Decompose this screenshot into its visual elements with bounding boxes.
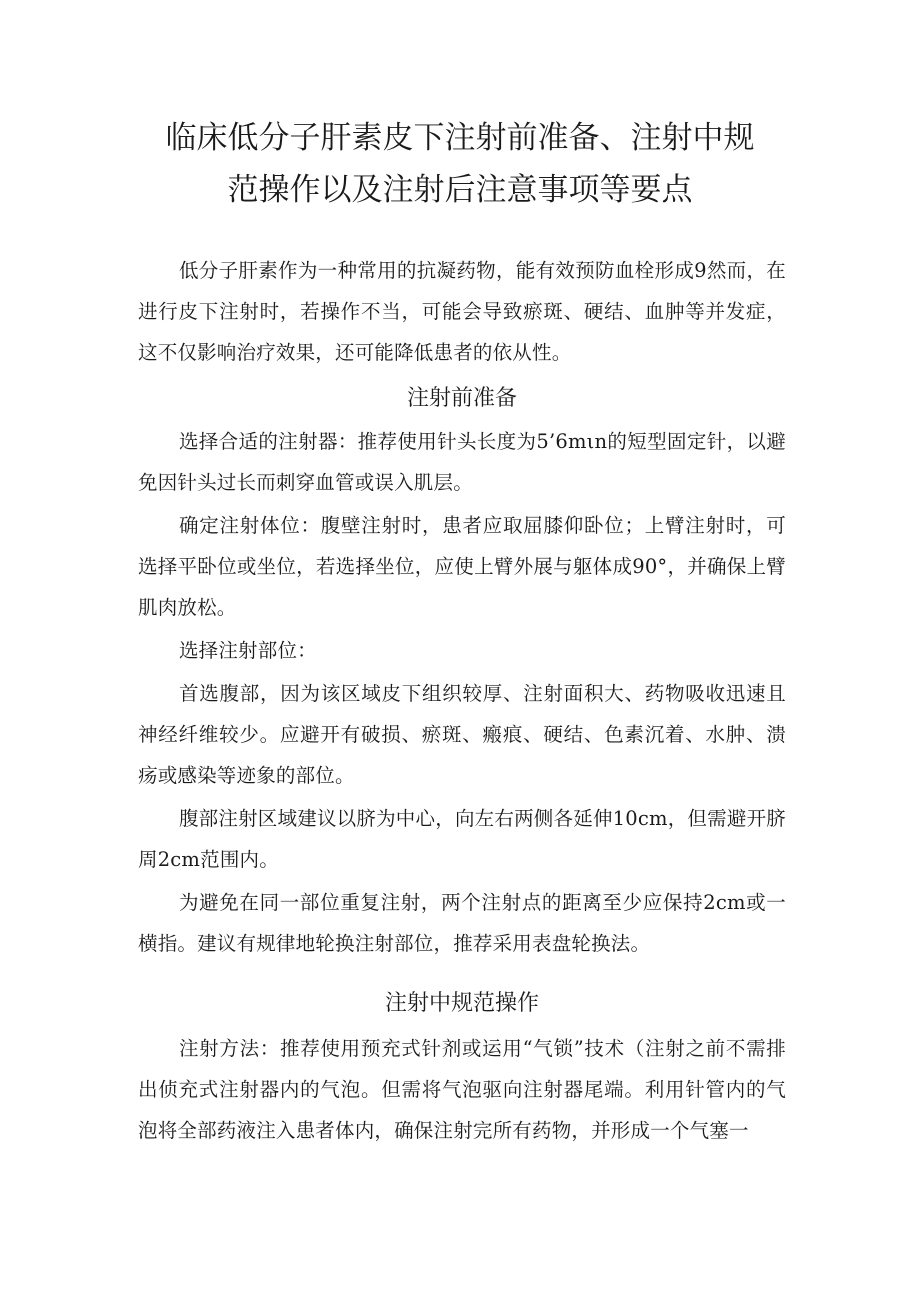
- paragraph-area: 腹部注射区域建议以脐为中心，向左右两侧各延伸10cm，但需避开脐周2cm范围内。: [138, 807, 786, 871]
- document-title: [120, 112, 800, 216]
- paragraph-method: 注射方法：推荐使用预充式针剂或运用“气锁”技术（注射之前不需排出侦充式注射器内的气泡。但需将气泡驱向注射器尾端。利用针管内的气泡将全部药液注入患者体内，确保注射完所有药物，并形成一个气塞一: [138, 1037, 786, 1142]
- section-heading-procedure: 注射中规范操作: [384, 991, 539, 1016]
- paragraph-abdomen: 首选腹部，因为该区域皮下组织较厚、注射面积大、药物吸收迅速且神经纤维较少。应避开有破损、瘀斑、瘢痕、硬结、色素沉着、水肿、溃疡或感染等迹象的部位。: [138, 682, 786, 787]
- paragraph-syringe: 选择合适的注射器：推荐使用针头长度为5’6mιn的短型固定针，以避免因针头过长而刺穿血管或误入肌层。: [138, 430, 786, 494]
- title-line-1: 临床低分子肝素皮下注射前准备、注射中规: [165, 120, 755, 156]
- paragraph-rotation: 为避免在同一部位重复注射，两个注射点的距离至少应保持2cm或一横指。建议有规律地轮换注射部位，推荐采用表盘轮换法。: [138, 891, 786, 955]
- paragraph-position: 确定注射体位：腹壁注射时，患者应取屈膝仰卧位；上臂注射时，可选择平卧位或坐位，若选择坐位，应使上臂外展与躯体成90°，并确保上臂肌肉放松。: [138, 514, 786, 619]
- paragraph-site-label: 选择注射部位：: [178, 639, 317, 662]
- intro-paragraph: 低分子肝素作为一种常用的抗凝药物，能有效预防血栓形成9然而，在进行皮下注射时，若操作不当，可能会导致瘀斑、硬结、血肿等并发症，这不仅影响治疗效果，还可能降低患者的依从性。: [138, 259, 786, 364]
- title-line-2: 范操作以及注射后注意事项等要点: [227, 172, 693, 208]
- section-heading-preparation: 注射前准备: [406, 386, 517, 411]
- document-body: [138, 250, 786, 1151]
